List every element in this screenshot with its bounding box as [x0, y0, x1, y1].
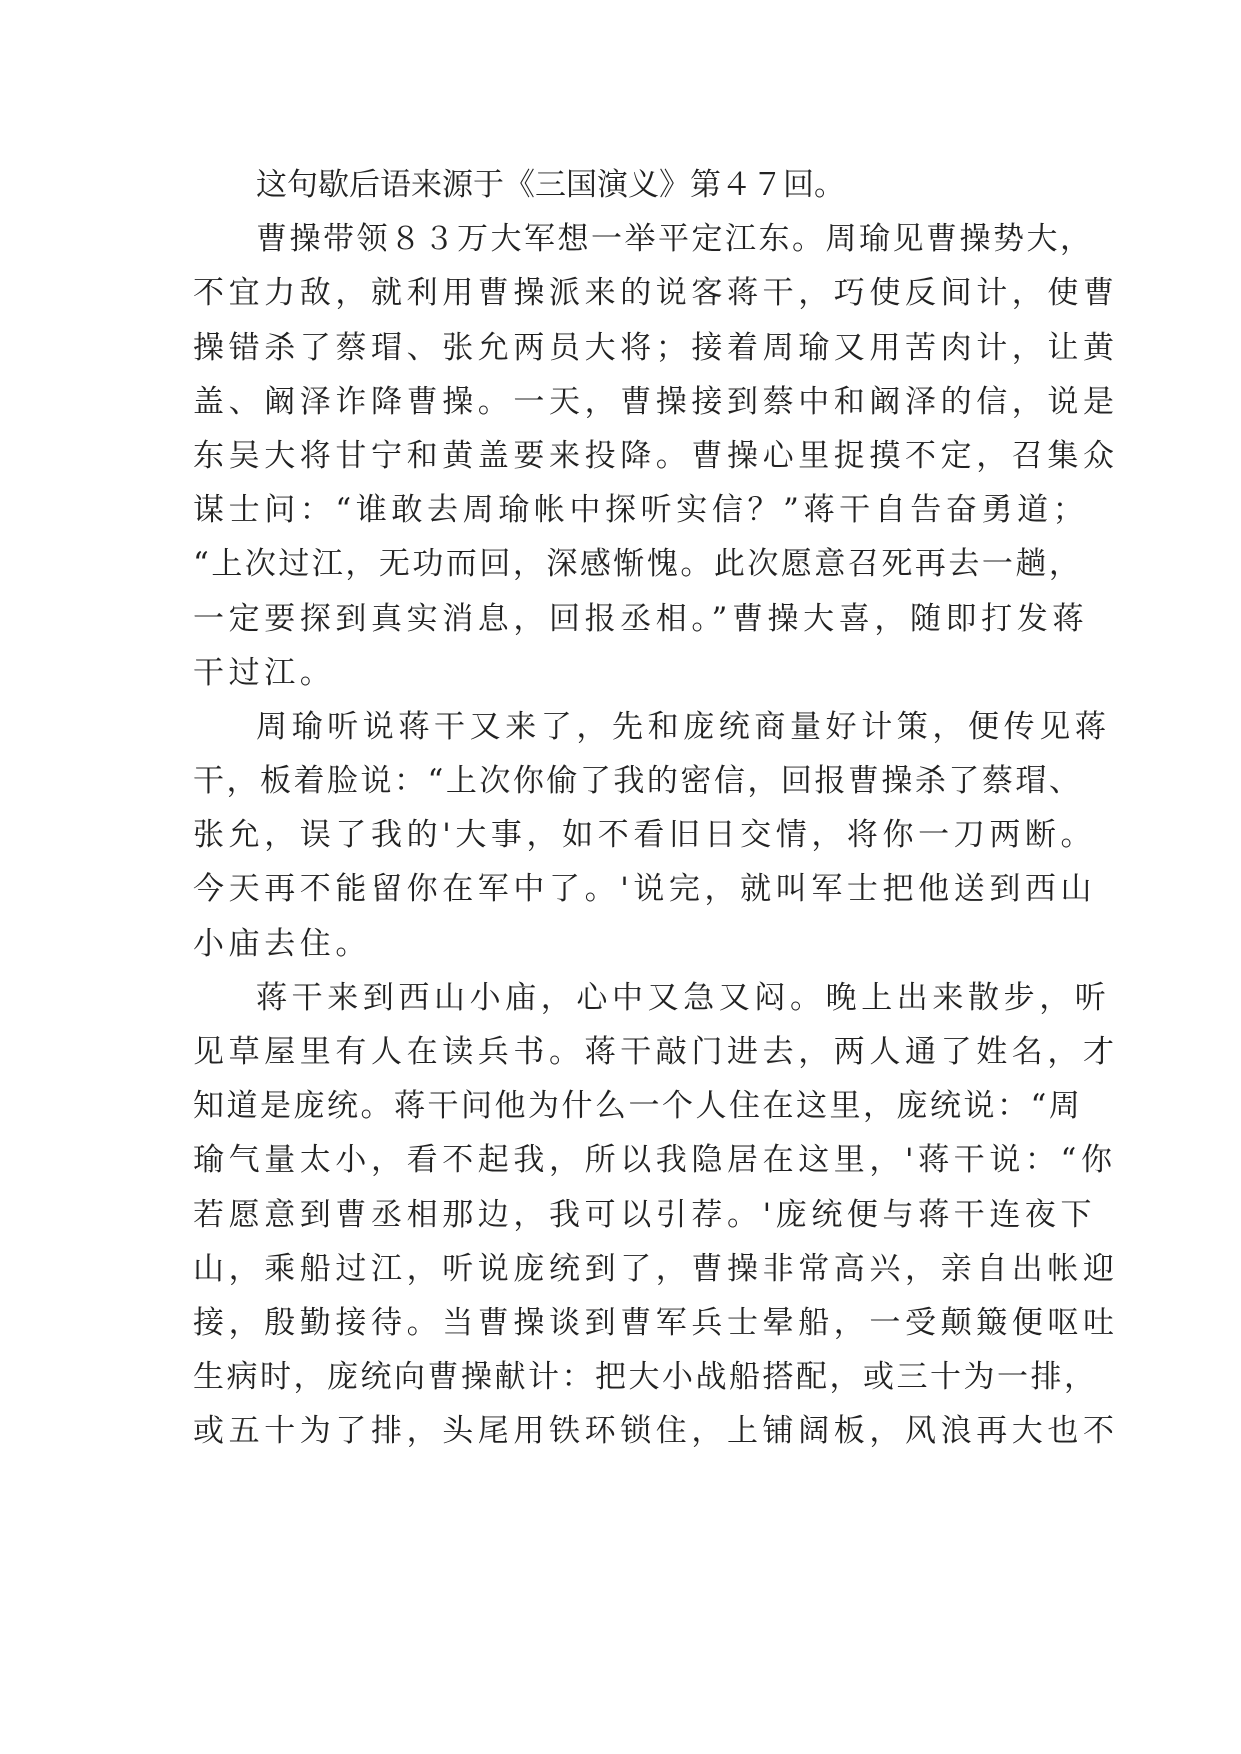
- paragraph-line: 若愿意到曹丞相那边，我可以引荐。'庞统便与蒋干连夜下: [193, 1196, 1097, 1233]
- paragraph-line: 瑜气量太小，看不起我，所以我隐居在这里，'蒋干说：“你: [193, 1142, 1117, 1179]
- paragraph-line: “上次过江，无功而回，深感惭愧。此次愿意召死再去一趟，: [193, 546, 1083, 583]
- paragraph-line: 干，板着脸说：“上次你偷了我的密信，回报曹操杀了蔡瑁、: [193, 763, 1083, 800]
- paragraph-line: 干过江。: [193, 654, 336, 691]
- paragraph-line: 曹操带领８３万大军想一举平定江东。周瑜见曹操势大，: [256, 221, 1094, 258]
- paragraph-line: 一定要探到真实消息，回报丞相。”曹操大喜，随即打发蒋: [193, 600, 1088, 637]
- paragraph-line: 盖、阚泽诈降曹操。一天，曹操接到蔡中和阚泽的信，说是: [193, 383, 1119, 420]
- paragraph-line: 接，殷勤接待。当曹操谈到曹军兵士晕船，一受颠簸便呕吐: [193, 1304, 1119, 1341]
- paragraph-line: 今天再不能留你在军中了。'说完，就叫军士把他送到西山: [193, 871, 1097, 908]
- paragraph-line: 知道是庞统。蒋干问他为什么一个人住在这里，庞统说：“周: [193, 1088, 1083, 1125]
- paragraph-line: 生病时，庞统向曹操献计：把大小战船搭配，或三十为一排，: [193, 1359, 1098, 1396]
- paragraph-line: 这句歇后语来源于《三国演义》第４７回。: [256, 167, 845, 203]
- article-body: [193, 158, 1119, 1459]
- paragraph-line: 不宜力敌，就利用曹操派来的说客蒋干，巧使反间计，使曹: [193, 275, 1119, 312]
- paragraph-line: 张允，误了我的'大事，如不看旧日交情，将你一刀两断。: [193, 817, 1097, 854]
- paragraph-line: 东吴大将甘宁和黄盖要来投降。曹操心里捉摸不定，召集众: [193, 437, 1119, 474]
- paragraph-line: 小庙去住。: [193, 925, 371, 962]
- paragraph-line: 见草屋里有人在读兵书。蒋干敲门进去，两人通了姓名，才: [193, 1034, 1119, 1070]
- paragraph-line: 蒋干来到西山小庙，心中又急又闷。晚上出来散步，听: [256, 979, 1111, 1016]
- paragraph-line: 山，乘船过江，听说庞统到了，曹操非常高兴，亲自出帐迎: [193, 1250, 1119, 1287]
- paragraph-line: 周瑜听说蒋干又来了，先和庞统商量好计策，便传见蒋: [256, 708, 1111, 745]
- paragraph-line: 操错杀了蔡瑁、张允两员大将；接着周瑜又用苦肉计，让黄: [193, 329, 1119, 366]
- paragraph-line: 谋士问：“谁敢去周瑜帐中探听实信？”蒋干自告奋勇道；: [193, 492, 1089, 529]
- paragraph-line: 或五十为了排，头尾用铁环锁住，上铺阔板，风浪再大也不: [193, 1413, 1119, 1450]
